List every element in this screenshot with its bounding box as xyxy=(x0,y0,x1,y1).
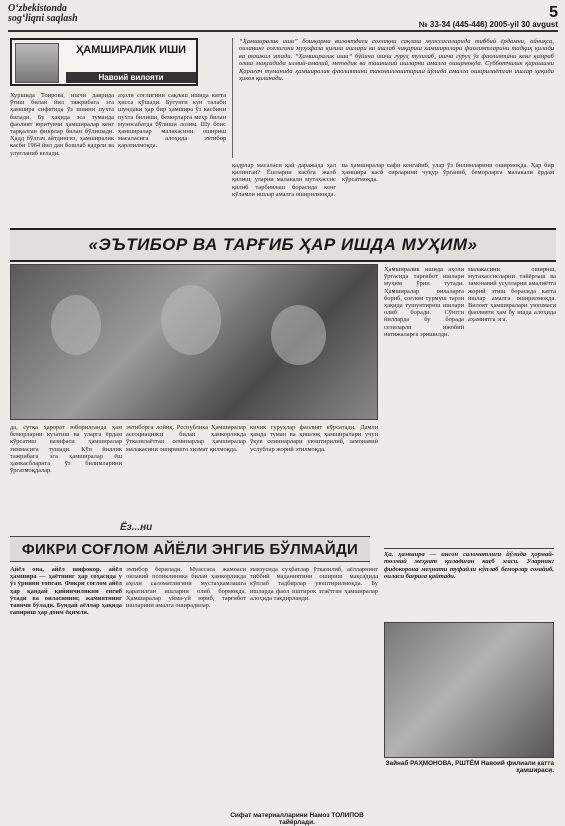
lower-middle-column: эътиборга лойиқ. Республика Ҳамширалар ассоциацияси билан ҳамкорликда ўтказилаётган семинарлар ҳамширалар малакасини оширишга хизмат қилмоқда. xyxy=(126,424,246,453)
lower-article-column-3: мавзусида суҳбатлар ўтказилиб, аёлларнинг тиббий маданиятини ошириш мақсадида кўплаб тадбирлар уюштирилмоқда. Бу ишларда фаол иштирок этаётган ҳамширалар алоҳида тақдирланди. xyxy=(250,566,378,602)
masthead-rule xyxy=(8,30,558,32)
page-number: 5 xyxy=(549,4,558,21)
paper-name-line1: O‘zbekistonda xyxy=(8,3,67,14)
photo-caption: Зайнаб РАҲМОНОВА, РШТЁМ Навоий филиали катта ҳамшираси. xyxy=(385,760,554,775)
article-middle-column: Ҳамширалик ишида аҳоли ўртасида тарғибот ишлари муҳим ўрин тутади. Ҳамширалар оилаларга бориб, соғлом турмуш тарзи ҳақида тушунтириш ишлари олиб боради. Сўнгги йилларда бу борада сезиларли ижобий натижаларга эришилди. xyxy=(384,266,464,338)
photo-credit: Сифат материалларини Намоз ТОЛИПОВ тайёрлади. xyxy=(230,812,364,826)
intro-text: “Ҳамширалик иши” бошқарма вилоятдаги соғлиқни сақлаш муассасаларида тиббий ёрдамни, айниқса, оиланинг соғлигини муҳофаза қилиш ишлари ва ишлаб чиқариш хамширалари фаолиятларини тадқиқ қилади ва ташкил этади. “Ҳамширалик иши” бўйича ишчи гуруҳ тузилиб, ишчи гуруҳ ўз фаолиятини кенг қамраб олиш мақсадида илмий-амалий, методик ва ташкилий ишларни амалга оширмоқда. Субботчилик қарашими Қарағач туманида ҳамширалик фаолиятини такомиллаштириш йўлида амалга оширилаётган ишлар ҳақида ҳикоя қилинади. xyxy=(232,38,554,158)
article-headline-text: ФИКРИ СОҒЛОМ АЙЁЛИ ЭНГИБ БЎЛМАЙДИ xyxy=(21,540,359,558)
section-subtitle: Навоий вилояти xyxy=(66,72,196,83)
paper-name xyxy=(8,4,78,24)
article-column-4: ва ҳамширалар сафи кенгайиб, улар ўз билимларини оширмоқда. Ҳар бир ҳамшира касб сирларини чуқур ўрганиб, беморларга малакали ёрдам кўрсатмоқда. xyxy=(342,162,554,184)
article-headline xyxy=(10,536,370,562)
article-column-2: аҳоли соғлигини сақлаш ишида катта ҳисса қўшади. Бугунги кун талаби шундаки ҳар бир ҳамшира ўз касбини пухта билиши, беморларга меҳр билан муносабатда бўлиши лозим. Шу боис ҳамширалар малакасини ошириш масаласига алоҳида эътибор қаратилмоқда. xyxy=(118,92,226,150)
issue-info: № 33-34 (445-446) 2005-yil 30 avgust xyxy=(418,20,558,29)
paper-name-line2: sog‘liqni saqlash xyxy=(8,13,78,24)
section-header xyxy=(10,38,198,86)
nurse-reading-photo xyxy=(384,622,554,758)
article-column-1: Хуршида Тоирова, ишчи даврида ўтиш билан йил тажрибага эга ҳамшира сифатида ўз ишини пухта билади. Бу ҳақида эса туманда фаолият юритувчи ҳамширалар кенг тарқалган фикрлар билан бўлишади. Ҳадд бўлгач айтдингиз, ҳамширалик касби 1964 йил дан бошлаб қадрли ва улуғланиб келади. xyxy=(10,92,114,157)
nurse-portrait xyxy=(15,43,59,83)
article-right-column: малакасини ошириш, мутахассисларни тайёрлаш ва замонавий усулларни амалиётга жорий этиш борасида катта ишлар амалга оширилмоқда. Вилоят ҳамширалари уюшмаси фаолияти ҳам бу ишда алоҳида аҳамиятга эга. xyxy=(468,266,556,324)
article-column-3: қадрлар масаласи қай даражада ҳал қилинган? Ёшларни касбга жалб қилиш, уларни малакали мутахассис қилиб тарбиялаш борасида кенг кўламли ишлар амалга оширилмоқда. xyxy=(232,162,336,198)
nurses-group-photo xyxy=(10,264,378,420)
lower-middle-column-2: кичик гуруҳлар фаолият кўрсатади. Дамли ҳамда туман ва қишлоқ ҳамширалари учун ўқув семинарлари уюштирилиб, замонавий услублар жорий этилмоқда. xyxy=(250,424,378,453)
banner-headline xyxy=(10,228,556,262)
section-title: ҲАМШИРАЛИК ИШИ xyxy=(75,44,187,56)
callout-text: Ҳа, ҳамшира — инсон саломатлиги йўлида ҳормай-толмай меҳнат қиладиган касб эгаси. Уларнинг фидокорона меҳнати туфайли кўплаб беморлар соғайиб, оиласи бағрига қайтади. xyxy=(384,548,554,618)
masthead xyxy=(8,4,558,30)
lower-left-column: да, сутқа ҳарорат юборилганда ҳам беморларни кузатиш ва уларга ёрдам кўрсатиш вазифаси ҳамширалар зиммасига тушади. Кўп йиллик тажрибага эга ҳамширалар ёш ҳамкасбларига ўз билимларини ўргатмоқдалар. xyxy=(10,424,122,475)
kicker: Ёз...ни xyxy=(120,522,153,533)
lower-article-column-2: эътибор берилади. Муассаса жамоаси оилавий поликлиника билан ҳамкорликда аҳоли саломатлигини мустаҳкамлашга қаратилган ишларни олиб бормоқда. Ҳамширалар уйма-уй юриб, тарғибот ишларини амалга оширадилар. xyxy=(126,566,246,610)
banner-text: «ЭЪТИБОР ВА ТАРҒИБ ҲАР ИШДА МУҲИМ» xyxy=(88,235,478,254)
lower-article-column-1: Айёл она, айёл шифокор, айёл ҳамшира — ҳаётнинг ҳар соҳасида у ўз ўрнини топган. Фикри соғлом айёл ҳар қандай қийинчиликни енгиб ўтади ва оиласининг, жамиятнинг таянчи бўлади. Бундай аёллар ҳақида гапириш ҳар доим ёқимли. xyxy=(10,566,122,617)
